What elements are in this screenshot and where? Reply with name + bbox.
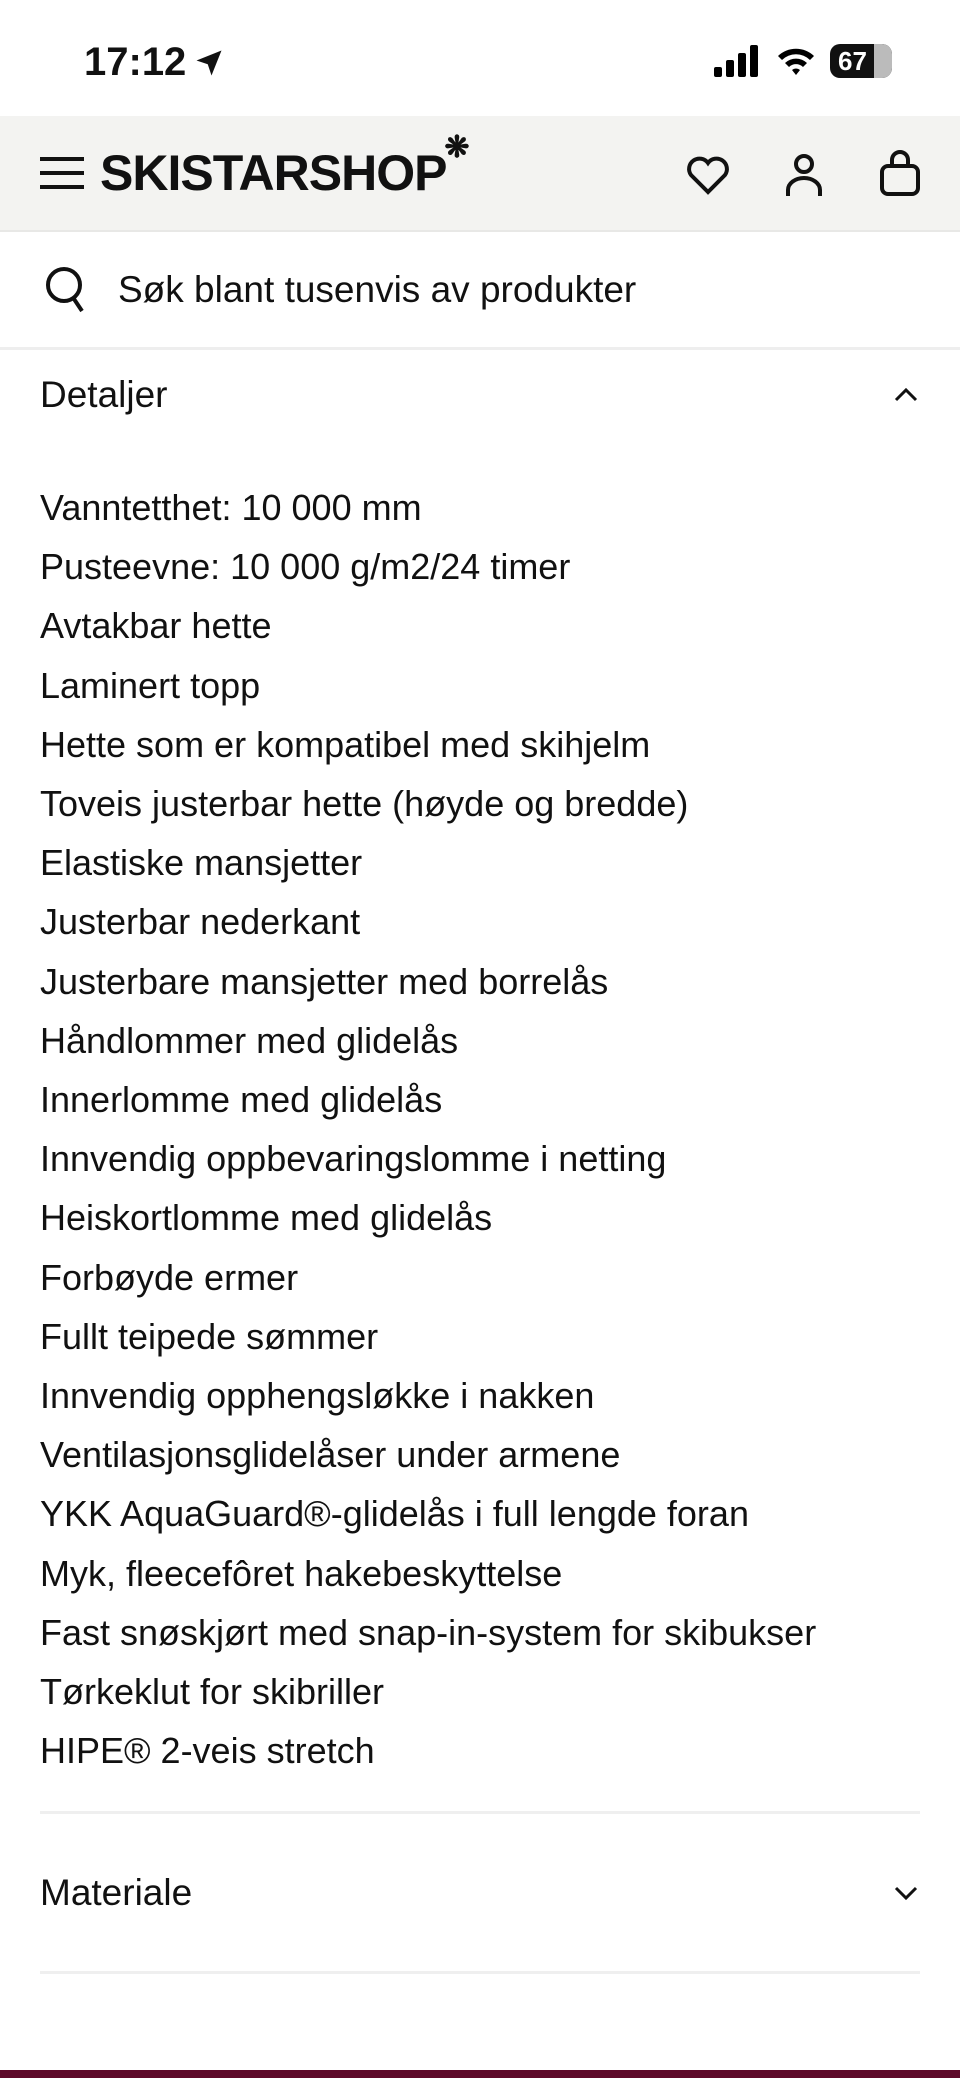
material-accordion-header[interactable] [40, 1868, 920, 1918]
search-icon [44, 265, 92, 315]
divider [40, 1811, 920, 1814]
site-header [0, 116, 960, 232]
bottom-accent-bar [0, 2070, 960, 2078]
location-arrow-icon [194, 47, 224, 79]
account-icon[interactable] [780, 150, 828, 198]
detail-item: Pusteevne: 10 000 g/m2/24 timer [40, 546, 571, 588]
detail-item: Vanntetthet: 10 000 mm [40, 487, 422, 528]
detail-item: HIPE® 2-veis stretch [40, 1730, 375, 1772]
chevron-up-icon [892, 385, 920, 405]
detail-item: Fullt teipede sømmer [40, 1315, 379, 1357]
detail-item: Hette som er kompatibel med skihjelm [40, 723, 651, 765]
detail-item: Heiskortlomme med glidelås [40, 1197, 493, 1239]
logo-snowflake: ❋ [444, 131, 469, 164]
skistarshop-logo[interactable] [100, 131, 469, 202]
detail-item: Ventilasjonsglidelåser under armene [40, 1434, 621, 1476]
menu-icon[interactable] [40, 155, 84, 191]
logo-text: SKISTARSHOP [100, 145, 447, 201]
search-bar[interactable] [0, 232, 960, 350]
detail-item: YKK AquaGuard®-glidelås i full lengde foran [40, 1493, 749, 1535]
detail-item: Tørkeklut for skibriller [40, 1671, 385, 1713]
detail-item: Innvendig oppbevaringslomme i netting [40, 1138, 667, 1180]
battery-indicator [830, 44, 892, 78]
details-accordion-header[interactable] [40, 370, 920, 420]
status-time [84, 40, 224, 85]
detail-item: Justerbare mansjetter med borrelås [40, 960, 609, 1002]
details-list [40, 478, 816, 1780]
detail-item: Innvendig opphengsløkke i nakken [40, 1375, 595, 1417]
detail-item: Håndlommer med glidelås [40, 1019, 459, 1061]
detail-item: Fast snøskjørt med snap-in-system for skibukser [40, 1611, 817, 1653]
shopping-bag-icon[interactable] [876, 150, 924, 198]
detail-item: Myk, fleecefôret hakebeskyttelse [40, 1552, 563, 1594]
divider [40, 1971, 920, 1974]
chevron-down-icon [892, 1883, 920, 1903]
detail-item: Innerlomme med glidelås [40, 1079, 443, 1121]
status-bar [0, 0, 960, 116]
battery-level: 67 [838, 46, 867, 76]
detail-item: Forbøyde ermer [40, 1256, 299, 1298]
details-title: Detaljer [40, 374, 168, 415]
search-input[interactable]: Søk blant tusenvis av produkter [118, 268, 637, 310]
detail-item: Elastiske mansjetter [40, 842, 363, 884]
detail-item: Toveis justerbar hette (høyde og bredde) [40, 783, 689, 825]
wifi-icon [776, 45, 816, 77]
time-text: 17:12 [84, 40, 187, 84]
heart-icon[interactable] [684, 150, 732, 198]
cellular-signal-icon [714, 45, 762, 77]
detail-item: Laminert topp [40, 664, 261, 706]
detail-item: Justerbar nederkant [40, 901, 361, 943]
detail-item: Avtakbar hette [40, 605, 272, 647]
material-title: Materiale [40, 1872, 193, 1913]
